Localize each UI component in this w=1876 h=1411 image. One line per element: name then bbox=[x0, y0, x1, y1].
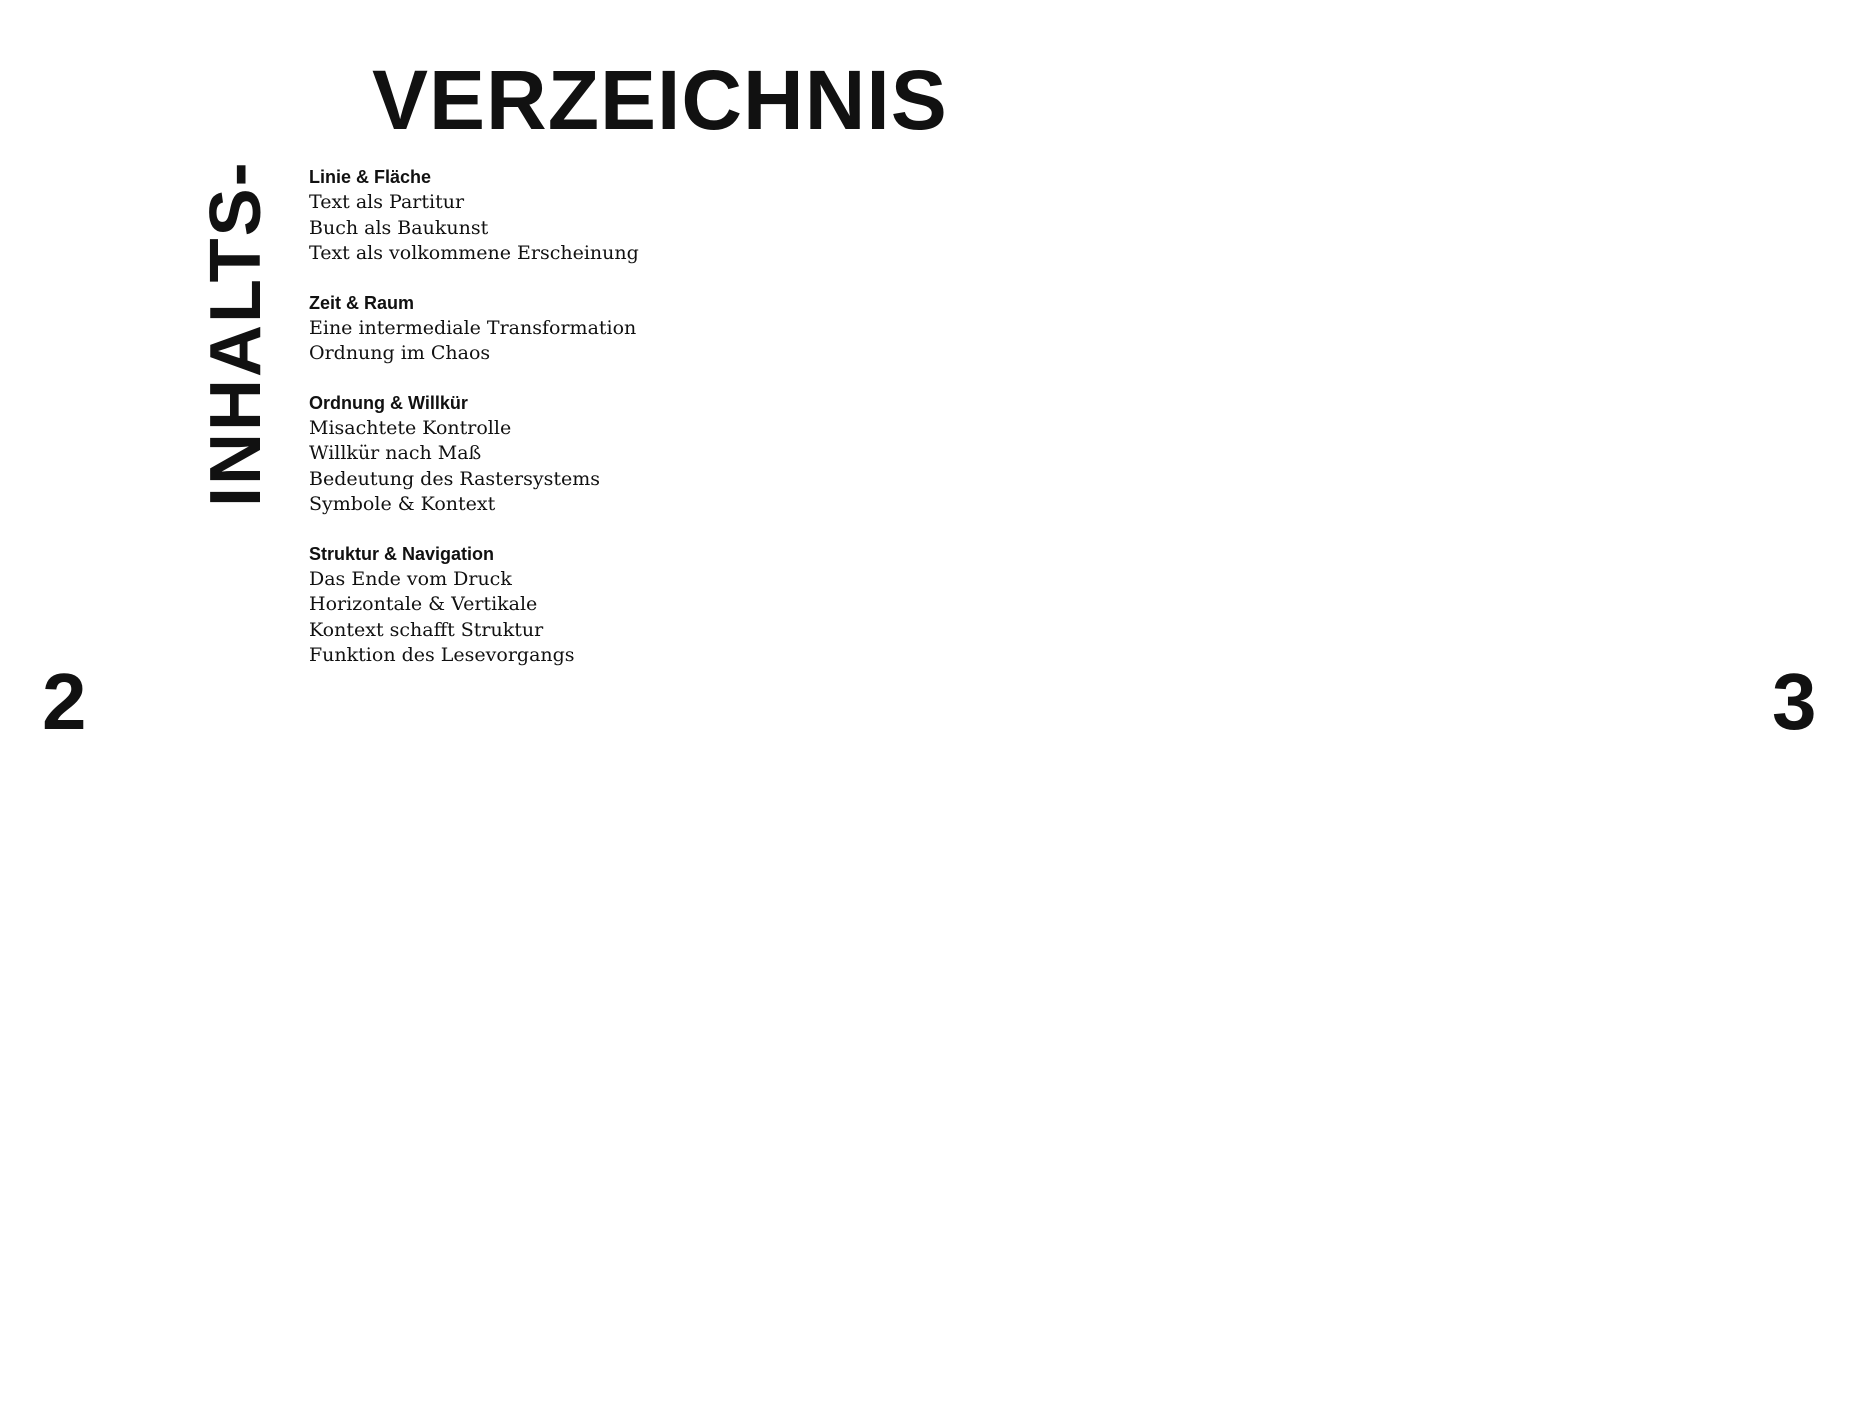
toc-section-struktur-navigation bbox=[309, 542, 729, 669]
page-number-left: 2 bbox=[42, 657, 87, 746]
toc-entry: Das Ende vom Druck bbox=[309, 567, 512, 590]
toc-entry: Bedeutung des Rastersystems bbox=[309, 467, 601, 490]
toc-entry: Text als Partitur bbox=[309, 191, 465, 213]
toc-section-heading: Zeit & Raum bbox=[309, 292, 415, 313]
toc-section-zeit-raum bbox=[309, 291, 729, 367]
toc-entry: Willkür nach Maß bbox=[309, 442, 482, 464]
toc-section-heading: Linie & Fläche bbox=[309, 167, 432, 187]
toc-entry: Eine intermediale Transformation bbox=[309, 316, 637, 339]
toc-entry: Misachtete Kontrolle bbox=[309, 416, 512, 439]
vertical-title: INHALTS- bbox=[196, 160, 276, 507]
toc-entry: Kontext schafft Struktur bbox=[309, 618, 544, 641]
toc-section-linie-flaeche bbox=[309, 165, 729, 267]
toc-entry: Ordnung im Chaos bbox=[309, 342, 491, 364]
page-number-right: 3 bbox=[1772, 657, 1817, 746]
page-title: VERZEICHNIS bbox=[372, 53, 948, 147]
toc-entry: Funktion des Lesevorgangs bbox=[309, 644, 575, 666]
toc-section-heading: Struktur & Navigation bbox=[309, 543, 495, 564]
toc-entry: Buch als Baukunst bbox=[309, 216, 489, 239]
toc-entry: Symbole & Kontext bbox=[309, 493, 496, 515]
toc-section-ordnung-willkuer bbox=[309, 391, 729, 518]
toc-entry: Text als volkommene Erscheinung bbox=[309, 242, 639, 264]
toc-section-heading: Ordnung & Willkür bbox=[309, 392, 468, 413]
toc-entry: Horizontale & Vertikale bbox=[309, 593, 538, 615]
table-of-contents bbox=[309, 165, 729, 693]
vertical-title-container bbox=[196, 160, 276, 507]
